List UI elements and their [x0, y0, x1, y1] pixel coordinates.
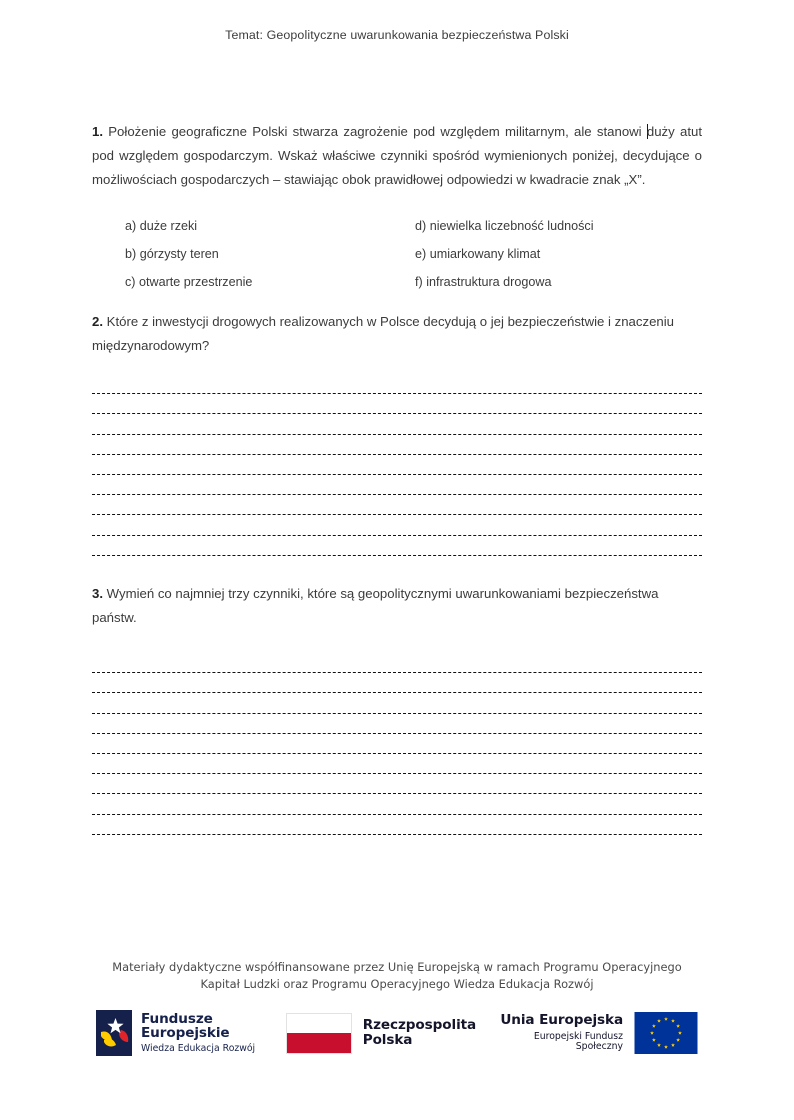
unia-line-1: Unia Europejska [500, 1012, 624, 1029]
rzeczpospolita-line-2: Polska [362, 1032, 413, 1048]
answer-line[interactable] [92, 693, 702, 713]
question-1-options [92, 212, 702, 296]
question-3-number: 3. [92, 585, 103, 601]
logo-rzeczpospolita-polska [286, 1013, 493, 1054]
answer-line[interactable] [92, 754, 702, 774]
page-footer [0, 959, 794, 1056]
answer-line[interactable] [92, 374, 702, 394]
question-1-text-part-1: Położenie geograficzne Polski stwarza zagrożenie pod względem militarnym, ale stanowi [103, 124, 647, 139]
question-3-text: Wymień co najmniej trzy czynniki, które są geopolitycznymi uwarunkowaniami bezpieczeństwa państw. [92, 585, 659, 625]
polish-flag-icon [286, 1013, 352, 1054]
question-1-number: 1. [92, 124, 103, 139]
answer-line[interactable] [92, 794, 702, 814]
option-d[interactable]: d) niewielka liczebność ludności [415, 218, 594, 233]
fundusze-europejskie-wordmark [141, 1012, 255, 1054]
answer-line[interactable] [92, 734, 702, 754]
option-f[interactable]: f) infrastruktura drogowa [415, 274, 552, 289]
spacer [92, 556, 702, 582]
footer-logos [0, 1010, 794, 1056]
question-2-answer-lines[interactable] [92, 374, 702, 556]
footer-line-2: Kapitał Ludzki oraz Programu Operacyjnego Wiedza Edukacja Rozwój [200, 977, 594, 991]
answer-line[interactable] [92, 435, 702, 455]
rzeczpospolita-line-1: Rzeczpospolita [362, 1017, 477, 1034]
answer-line[interactable] [92, 495, 702, 515]
answer-line[interactable] [92, 455, 702, 475]
option-e[interactable]: e) umiarkowany klimat [415, 246, 541, 261]
footer-funding-note [0, 959, 794, 993]
question-3-answer-lines[interactable] [92, 653, 702, 835]
answer-line[interactable] [92, 714, 702, 734]
answer-line[interactable] [92, 394, 702, 414]
question-1-text-part-2: duży atut pod względem gospodarczym. Wskaż właściwe czynniki spośród wymienionych poniżej, decydujące o możliwościach gospodarczych – stawiając obok prawidłowej odpowiedzi w kwadracie znak „X”. [92, 124, 702, 188]
unia-line-2: Europejski Fundusz Społeczny [533, 1030, 624, 1053]
answer-line[interactable] [92, 536, 702, 556]
answer-line[interactable] [92, 515, 702, 535]
answer-line[interactable] [92, 653, 702, 673]
fundusze-line-3: Wiedza Edukacja Rozwój [141, 1043, 256, 1055]
footer-line-1: Materiały dydaktyczne współfinansowane przez Unię Europejską w ramach Programu Operacyjnego [112, 960, 682, 974]
question-2-number: 2. [92, 313, 103, 329]
logo-fundusze-europejskie [96, 1010, 286, 1056]
page-title: Temat: Geopolityczne uwarunkowania bezpieczeństwa Polski [225, 28, 569, 42]
spacer [92, 358, 702, 374]
answer-line[interactable] [92, 673, 702, 693]
unia-europejska-wordmark [493, 1013, 623, 1052]
spacer [92, 296, 702, 310]
logo-unia-europejska [493, 1012, 698, 1054]
spacer [92, 630, 702, 653]
option-c[interactable]: c) otwarte przestrzenie [125, 274, 253, 289]
fundusze-line-1: Fundusze [141, 1010, 213, 1027]
option-b[interactable]: b) górzysty teren [125, 246, 219, 261]
question-1-paragraph [92, 120, 702, 193]
answer-line[interactable] [92, 774, 702, 794]
flag-stripe-white [287, 1014, 351, 1034]
answer-line[interactable] [92, 475, 702, 495]
option-a[interactable]: a) duże rzeki [125, 218, 198, 233]
eu-flag-icon [634, 1012, 698, 1054]
question-3-paragraph [92, 582, 702, 630]
answer-line[interactable] [92, 414, 702, 434]
fundusze-europejskie-icon [96, 1010, 132, 1056]
question-2-text: Które z inwestycji drogowych realizowanych w Polsce decydują o jej bezpieczeństwie i znaczeniu międzynarodowym? [92, 313, 675, 353]
rzeczpospolita-wordmark [363, 1018, 476, 1048]
fundusze-line-2: Europejskie [141, 1025, 230, 1042]
document-body [92, 120, 702, 835]
answer-line[interactable] [92, 815, 702, 835]
question-2-paragraph [92, 310, 702, 358]
flag-stripe-red [287, 1033, 351, 1053]
